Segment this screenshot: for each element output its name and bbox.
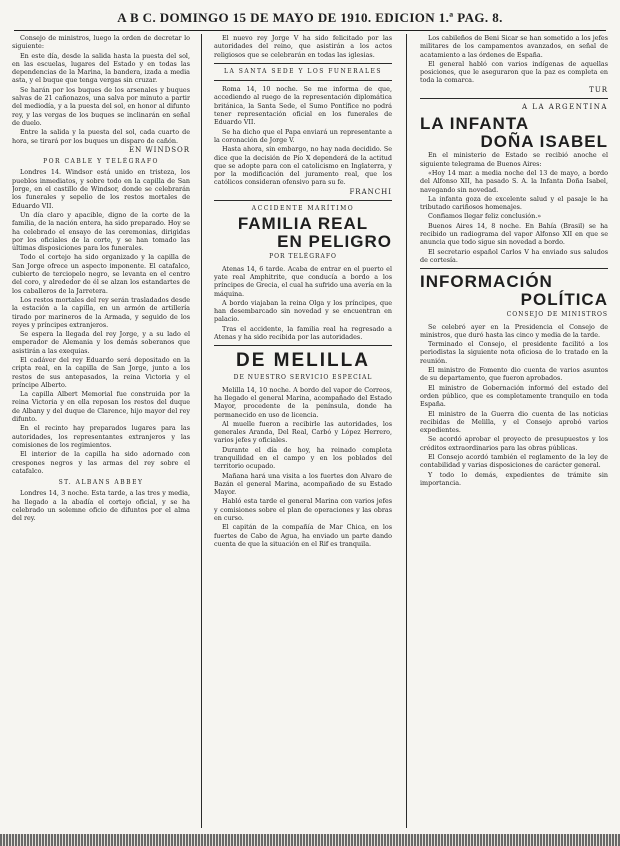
page-masthead: A B C. DOMINGO 15 DE MAYO DE 1910. EDICION 1.ª PAG. 8. bbox=[14, 6, 606, 31]
paragraph: El ministro de Fomento dio cuenta de varios asuntos de su departamento, que fueron aprobados. bbox=[420, 366, 608, 383]
paragraph: Y todo lo demás, expedientes de trámite sin importancia. bbox=[420, 470, 608, 487]
section-divider bbox=[214, 80, 392, 81]
section-label: A LA ARGENTINA bbox=[522, 103, 608, 112]
paragraph: Londres 14. Windsor está unido en tristeza, los pueblos inmediatos, y sobre todo en la capilla de San Jorge, en el castillo de Windsor, donde se celebrarán los funerales y sepelio de los restos mortales de Eduardo VII. bbox=[12, 168, 190, 210]
paragraph: Buenos Aires 14, 8 noche. En Bahía (Brasil) se ha recibido un radiograma del vapor Alfonso XII en que se anuncia que todo sigue sin novedad a bordo. bbox=[420, 221, 608, 247]
section-divider bbox=[214, 63, 392, 64]
headline: EN PELIGRO bbox=[277, 232, 392, 252]
paragraph: Un día claro y apacible, digno de la corte de la familia, de la nación entera, ha sido preparado. Hoy se ha celebrado el ensayo de las ceremonias, dirigidas por los oficiales de la corte, y se han tomado las últimas disposiciones para los funerales. bbox=[12, 210, 190, 253]
paragraph: Durante el día de hoy, ha reinado completa tranquilidad en el campo y en los poblados del territorio ocupado. bbox=[214, 445, 392, 471]
paragraph: El general habló con varios indígenas de aquellas posiciones, que le aseguraron que la paz es completa en toda la comarca. bbox=[420, 59, 608, 85]
paragraph: A bordo viajaban la reina Olga y los príncipes, que han desembarcado sin novedad y se encuentran en palacio. bbox=[214, 298, 392, 324]
paragraph: La capilla Albert Memorial fue construida por la reina Victoria y en ella reposan los restos del duque de Albany y del duque de Clarence, hijo mayor del rey difunto. bbox=[12, 390, 190, 424]
paragraph: El ministro de Gobernación informó del estado del orden público, que es completamente tranquilo en toda España. bbox=[420, 383, 608, 409]
column-2 bbox=[214, 34, 392, 828]
paragraph: Habló esta tarde el general Marina con varios jefes y comisiones sobre el plan de operaciones y las obras en curso. bbox=[214, 497, 392, 523]
section-divider bbox=[420, 268, 608, 269]
paragraph: Los restos mortales del rey serán trasladados desde la estación a la capilla, en un armón de artillería tirado por marineros de la Armada, y seguido de los reyes y príncipes extranjeros. bbox=[12, 295, 190, 329]
paragraph: Entre la salida y la puesta del sol, cada cuarto de hora, se tirará por los buques un disparo de cañón. bbox=[12, 128, 190, 145]
paragraph: Los cabileños de Beni Sicar se han sometido a los jefes militares de los campamentos avanzados, en señal de acatamiento a las órdenes de España. bbox=[420, 34, 608, 59]
paragraph: El cadáver del rey Eduardo será depositado en la cripta real, en la capilla de San Jorge, junto a los restos de sus antepasados, la reina Victoria y el príncipe Alberto. bbox=[12, 355, 190, 389]
scan-footer-strip bbox=[0, 834, 620, 846]
paragraph: En este día, desde la salida hasta la puesta del sol, en las escuelas, lugares del Estado y en todas las dependencias de la Marina, la bandera, izada a media asta, y el buque que tenga vergas sin cruzar. bbox=[12, 51, 190, 85]
paragraph: Se celebró ayer en la Presidencia el Consejo de ministros, que duró hasta las cinco y media de la tarde. bbox=[420, 322, 608, 339]
section-divider bbox=[214, 200, 392, 201]
paragraph: Mañana hará una visita a los fuertes don Alvaro de Bazán el general Marina, acompañado de su Estado Mayor. bbox=[214, 471, 392, 497]
signature: TUR bbox=[589, 85, 608, 94]
paragraph: El ministro de la Guerra dio cuenta de las noticias recibidas de Melilla, y el Consejo aprobó varios expedientes. bbox=[420, 409, 608, 435]
paragraph: Terminado el Consejo, el presidente facilitó a los periodistas la siguiente nota oficiosa de lo tratado en la reunión. bbox=[420, 340, 608, 365]
paragraph: Se ha dicho que el Papa enviará un representante a la coronación de Jorge V. bbox=[214, 127, 392, 144]
paragraph: Melilla 14, 10 noche. A bordo del vapor de Correos, ha llegado el general Marina, acompañado del Estado Mayor, procedente de la península, donde ha permanecido en uso de licencia. bbox=[214, 385, 392, 419]
paragraph: El interior de la capilla ha sido adornado con crespones negros y las armas del rey sobre el catafalco. bbox=[12, 450, 190, 475]
headline: LA INFANTA bbox=[420, 114, 530, 134]
section-label: POR CABLE Y TELÉGRAFO bbox=[43, 158, 159, 166]
paragraph: El secretario español Carlos V ha enviado sus saludos de cortesía. bbox=[420, 247, 608, 264]
paragraph: Roma 14, 10 noche. Se me informa de que, accediendo al ruego de la representación diplomática británica, la Santa Sede, el Sumo Pontífice no podrá tener representación oficial en los funerales de Eduardo VII. bbox=[214, 85, 392, 127]
signature: FRANCHI bbox=[349, 187, 392, 196]
paragraph: El nuevo rey Jorge V ha sido felicitado por las autoridades del reino, que asistirán a los actos religiosos que se celebrarán en todas las iglesias. bbox=[214, 34, 392, 59]
paragraph: En el ministerio de Estado se recibió anoche el siguiente telegrama de Buenos Aires: bbox=[420, 151, 608, 168]
paragraph: La infanta goza de excelente salud y el pasaje le ha tributado cariñosos homenajes. bbox=[420, 194, 608, 212]
paragraph: Hasta ahora, sin embargo, no hay nada decidido. Se dice que la decisión de Pío X dependerá de la actitud que se adopte para con el catolicismo en Inglaterra, y por la modificación del juramento real, que los católicos consideran ofensivo para su fe. bbox=[214, 145, 392, 187]
column-divider bbox=[406, 34, 407, 828]
paragraph: Londres 14, 3 noche. Esta tarde, a las tres y media, ha llegado a la abadía el cortejo oficial, y se ha celebrado un solemne oficio de difuntos por el alma del rey. bbox=[12, 489, 190, 523]
headline: POLÍTICA bbox=[520, 290, 608, 310]
dateline-windsor: EN WINDSOR bbox=[129, 145, 190, 154]
column-divider bbox=[201, 34, 202, 828]
paragraph: Se acordó aprobar el proyecto de presupuestos y los créditos extraordinarios para las obras públicas. bbox=[420, 435, 608, 452]
paragraph: En el recinto hay preparados lugares para las autoridades, los representantes extranjeros y las comisiones de los regimientos. bbox=[12, 424, 190, 449]
subheadline: POR TELÉGRAFO bbox=[269, 253, 337, 261]
paragraph: Atenas 14, 6 tarde. Acaba de entrar en el puerto el yate real Amphitrite, que conducía a bordo a los príncipes de Grecia, el cual ha sufrido una avería en la máquina. bbox=[214, 264, 392, 298]
paragraph: «Hoy 14 mar. a media noche del 13 de mayo, a bordo del Alfonso XII, ha pasado S. A. la Infanta Doña Isabel, navegando sin novedad. bbox=[420, 168, 608, 194]
headline: FAMILIA REAL bbox=[237, 214, 369, 234]
paragraph: Confiamos llegar feliz conclusión.» bbox=[428, 212, 542, 221]
section-divider bbox=[214, 345, 392, 346]
dateline-st-albans: ST. ALBANS ABBEY bbox=[58, 479, 144, 487]
section-divider bbox=[420, 98, 608, 99]
headline: INFORMACIÓN bbox=[420, 272, 553, 292]
column-3 bbox=[420, 34, 608, 828]
paragraph: El Consejo acordó también el reglamento de la ley de contabilidad y varias disposiciones de carácter general. bbox=[420, 452, 608, 470]
paragraph: Tras el accidente, la familia real ha regresado a Atenas y ha sido recibida por las autoridades. bbox=[214, 324, 392, 342]
subheadline: DE NUESTRO SERVICIO ESPECIAL bbox=[233, 374, 373, 382]
paragraph: Se harán por los buques de los arsenales y buques salvas de 21 cañonazos, una salva por minuto a partir del mediodía, y a la puesta del sol, en honor al difunto rey, y las vergas de los buques se inclinarán en señal de duelo. bbox=[12, 85, 190, 127]
section-label: LA SANTA SEDE Y LOS FUNERALES bbox=[224, 67, 382, 75]
paragraph: Se espera la llegada del rey Jorge, y a su lado el emperador de Alemania y los demás soberanos que asistirán a las exequias. bbox=[12, 330, 190, 355]
paragraph: El capitán de la compañía de Mar Chica, en los fuertes de Cabo de Agua, ha enviado un parte dando cuenta de que la situación en el Rif es tranquila. bbox=[214, 523, 392, 548]
column-1 bbox=[12, 34, 190, 828]
paragraph: Al muelle fueron a recibirle las autoridades, los generales Aranda, Del Real, Carbó y López Herrero, varios jefes y oficiales. bbox=[214, 419, 392, 445]
headline: DE MELILLA bbox=[236, 350, 370, 372]
headline: DOÑA ISABEL bbox=[480, 132, 608, 152]
paragraph: Consejo de ministros, luego la orden de decretar lo siguiente: bbox=[12, 34, 190, 51]
subheadline: CONSEJO DE MINISTROS bbox=[506, 311, 608, 319]
paragraph: Todo el cortejo ha sido organizado y la capilla de San Jorge ofrece un aspecto imponente. El catafalco, cubierto de terciopelo negro, se levanta en el centro del coro, y alrededor de él se alzan los estandartes de los caballeros de la Jarretera. bbox=[12, 253, 190, 295]
section-label: ACCIDENTE MARÍTIMO bbox=[251, 205, 355, 213]
